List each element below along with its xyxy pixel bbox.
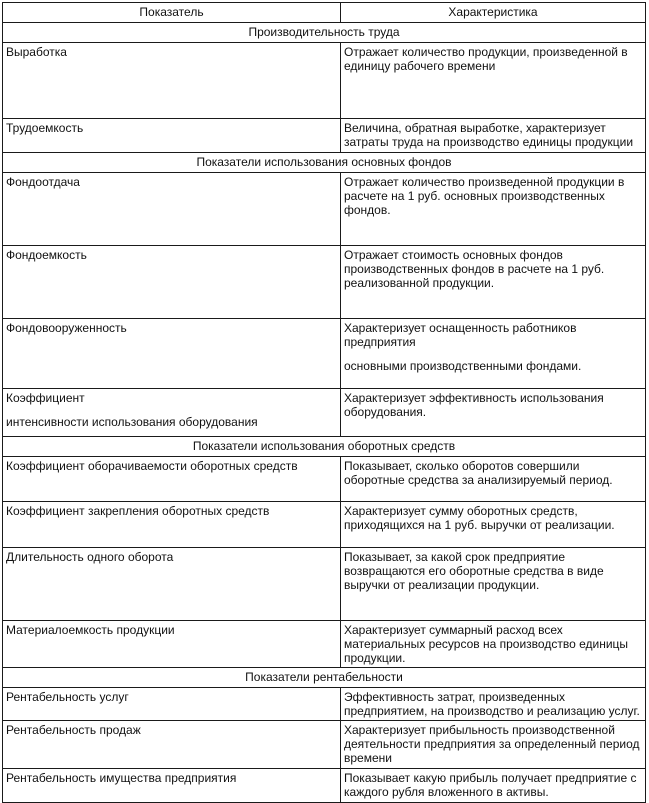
indicator-name: Материалоемкость продукции <box>3 621 341 668</box>
indicator-description: Показывает, сколько оборотов совершили оборотные средства за анализируемый период. <box>341 457 646 502</box>
section-row <box>3 153 646 173</box>
description-line: Характеризует оснащенность работников предприятия <box>344 321 577 349</box>
indicator-name: Фондовооруженность <box>3 319 341 389</box>
indicator-name: Рентабельность имущества предприятия <box>3 769 341 803</box>
indicator-description: Отражает стоимость основных фондов производственных фондов в расчете на 1 руб. реализованной продукции. <box>341 246 646 319</box>
table-row <box>3 721 646 769</box>
description-line: основными производственными фондами. <box>344 359 582 373</box>
name-line: интенсивности использования оборудования <box>6 415 258 429</box>
indicator-name: Рентабельность услуг <box>3 688 341 721</box>
indicator-name: Трудоемкость <box>3 119 341 153</box>
indicator-description: Отражает количество продукции, произведенной в единицу рабочего времени <box>341 43 646 119</box>
indicator-description <box>341 319 646 389</box>
indicators-table <box>2 2 646 803</box>
table-row <box>3 457 646 502</box>
indicator-description: Характеризует суммарный расход всех материальных ресурсов на производство единицы продукции. <box>341 621 646 668</box>
indicator-description: Характеризует прибыльность производственной деятельности предприятия за определенный период времени <box>341 721 646 769</box>
section-row <box>3 668 646 688</box>
table-row <box>3 43 646 119</box>
table-row <box>3 119 646 153</box>
section-row <box>3 437 646 457</box>
indicator-name: Рентабельность продаж <box>3 721 341 769</box>
table-row <box>3 688 646 721</box>
table-row <box>3 246 646 319</box>
indicator-name: Коэффициент закрепления оборотных средств <box>3 502 341 548</box>
indicator-name <box>3 389 341 437</box>
column-header-characteristic: Характеристика <box>341 3 646 23</box>
indicator-description: Отражает количество произведенной продукции в расчете на 1 руб. основных производственных фондов. <box>341 173 646 246</box>
indicator-description: Показывает какую прибыль получает предприятие с каждого рубля вложенного в активы. <box>341 769 646 803</box>
section-title: Производительность труда <box>3 23 646 43</box>
section-row <box>3 23 646 43</box>
table-row <box>3 621 646 668</box>
indicator-name: Фондоотдача <box>3 173 341 246</box>
indicator-description: Показывает, за какой срок предприятие возвращаются его оборотные средства в виде выручки от реализации продукции. <box>341 548 646 621</box>
section-title: Показатели использования основных фондов <box>3 153 646 173</box>
table-row <box>3 769 646 803</box>
indicator-description: Характеризует эффективность использования оборудования. <box>341 389 646 437</box>
table-row <box>3 319 646 389</box>
name-line: Коэффициент <box>6 391 85 405</box>
table-row <box>3 173 646 246</box>
indicator-description: Характеризует сумму оборотных средств, приходящихся на 1 руб. выручки от реализации. <box>341 502 646 548</box>
table-row <box>3 548 646 621</box>
indicator-name: Фондоемкость <box>3 246 341 319</box>
table-row <box>3 502 646 548</box>
table-header-row <box>3 3 646 23</box>
section-title: Показатели рентабельности <box>3 668 646 688</box>
column-header-indicator: Показатель <box>3 3 341 23</box>
indicator-name: Выработка <box>3 43 341 119</box>
indicator-description: Эффективность затрат, произведенных предприятием, на производство и реализацию услуг. <box>341 688 646 721</box>
indicator-description: Величина, обратная выработке, характеризует затраты труда на производство единицы продукции <box>341 119 646 153</box>
indicator-name: Длительность одного оборота <box>3 548 341 621</box>
section-title: Показатели использования оборотных средств <box>3 437 646 457</box>
table-row <box>3 389 646 437</box>
indicator-name: Коэффициент оборачиваемости оборотных средств <box>3 457 341 502</box>
